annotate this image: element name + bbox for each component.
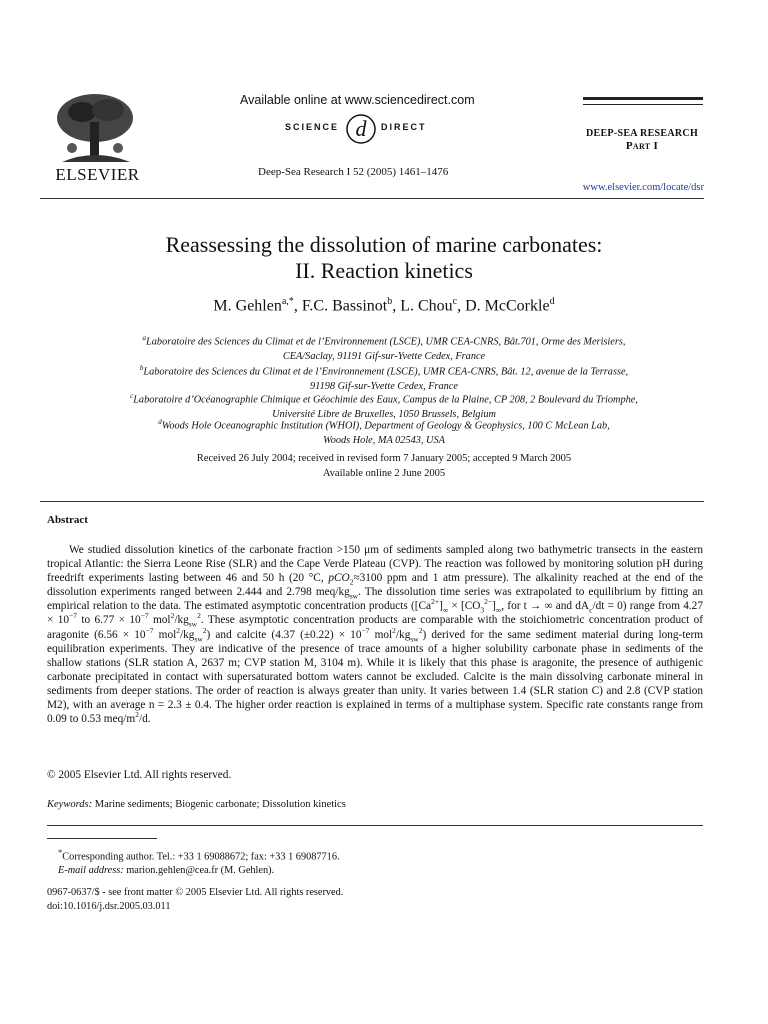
journal-rule-thin <box>583 104 703 105</box>
author-name: L. Chou <box>400 297 453 315</box>
affiliation-line: 91198 Gif-sur-Yvette Cedex, France <box>310 381 458 393</box>
affiliation-sup: d <box>158 418 162 426</box>
author-sup: c <box>452 296 458 307</box>
affiliation-sup: b <box>139 364 144 372</box>
email-label: E-mail address: <box>58 865 124 877</box>
journal-name: DEEP-SEA RESEARCH <box>585 128 699 139</box>
corresponding-author: Corresponding author. Tel.: +33 1 69088672; fax: +33 1 69087716. <box>62 851 340 863</box>
article-dates <box>40 451 728 481</box>
corresponding-author-note <box>58 845 340 878</box>
front-matter <box>47 886 343 914</box>
journal-url-link[interactable]: www.elsevier.com/locate/dsr <box>582 182 704 193</box>
author-name: F.C. Bassinot <box>301 297 388 315</box>
abstract-divider-top <box>40 501 704 502</box>
affiliation-line: Laboratoire des Sciences du Climat et de l’Environnement (LSCE), UMR CEA-CNRS, Bât. 12, avenue de la Terrasse, <box>143 366 629 378</box>
title-line-1: Reassessing the dissolution of marine carbonates: <box>165 232 603 257</box>
abstract-heading: Abstract <box>47 514 88 526</box>
abstract-copyright: © 2005 Elsevier Ltd. All rights reserved. <box>47 769 232 781</box>
svg-text:d: d <box>355 116 367 141</box>
journal-name-block <box>580 128 704 152</box>
author-sup: a,* <box>281 296 294 307</box>
article-title <box>40 232 728 284</box>
keywords-label: Keywords: <box>47 799 93 810</box>
publisher-name: ELSEVIER <box>55 165 140 184</box>
author-name: M. Gehlen <box>213 297 282 315</box>
affiliation-line: Laboratoire des Sciences du Climat et de l’Environnement (LSCE), UMR CEA-CNRS, Bât.701, Orme des Merisiers, <box>146 336 626 348</box>
keywords <box>47 799 346 810</box>
affiliation-line: Woods Hole, MA 02543, USA <box>323 435 445 447</box>
author-list: M. Gehlen$^{a,*}$, F.C. Bassinot$^b$, L. Chou$^c$, D. McCorkle$^d$ <box>213 296 555 315</box>
author-sup: d <box>549 296 555 307</box>
title-line-2: II. Reaction kinetics <box>295 258 473 283</box>
affiliation-line: CEA/Saclay, 91191 Gif-sur-Yvette Cedex, France <box>282 351 486 363</box>
sciencedirect-left: SCIENCE <box>285 122 340 132</box>
header-divider <box>40 198 704 199</box>
keywords-text: Marine sediments; Biogenic carbonate; Dissolution kinetics <box>92 799 346 810</box>
affiliation-sup: a <box>142 334 147 342</box>
affiliation-a <box>80 331 688 364</box>
affiliation-line: Laboratoire d’Océanographie Chimique et Géochimie des Eaux, Campus de la Plaine, CP 208, 2 Boulevard du Triomphe, <box>133 394 638 406</box>
affiliation-sup: c <box>130 392 134 400</box>
journal-reference: Deep-Sea Research I 52 (2005) 1461–1476 <box>258 166 449 178</box>
sciencedirect-logo <box>285 112 445 146</box>
abstract-divider-bottom <box>47 825 703 826</box>
received-dates: Received 26 July 2004; received in revised form 7 January 2005; accepted 9 March 2005 <box>196 453 572 464</box>
author-name: D. McCorkle <box>465 297 550 315</box>
affiliation-line: Woods Hole Oceanographic Institution (WHOI), Department of Geology & Geophysics, 100 C McLean Lab, <box>161 420 610 432</box>
email-address[interactable]: marion.gehlen@cea.fr (M. Gehlen). <box>123 865 275 877</box>
affiliation-d <box>80 415 688 448</box>
journal-part: Part I <box>625 140 659 152</box>
affiliation-line: Université Libre de Bruxelles, 1050 Brussels, Belgium <box>272 409 496 421</box>
available-online-date: Available online 2 June 2005 <box>322 468 446 479</box>
author-sup: b <box>387 296 393 307</box>
doi-line: doi:10.1016/j.dsr.2005.03.011 <box>47 901 171 912</box>
journal-rule-thick <box>583 97 703 100</box>
sciencedirect-d-icon <box>343 112 379 146</box>
abstract-text: We studied dissolution kinetics of the carbonate fraction >150 μm of sediments sampled along two bathymetric transects in the eastern tropical Atlantic: the Sierra Leone Rise (SLR) and the Cape Verde Plateau (CVP). The reaction was followed by monitoring solution pH during freedrift experiments lasting between 46 and 50 h (20 °C, pCO$_2$≈3100 ppm and 1 atm pressure). The alkalinity reached at the end of the dissolution experiments ranged between 2.444 and 2.798 meq/$kg_{sw}$. The dissolution time series was extrapolated to equilibrium by fitting an empirical relation to the data. The estimated asymptotic concentration products ($[Ca^{2+}]_\infty \times [CO_3^{2-}]_\infty$, for t → ∞ and $dA_c/dt = 0$) range from $4.27 \times 10^{-7}$ to $6.77 \times 10^{-7}$ $mol^2/kg_{sw}^2$. These asymptotic concentration products are comparable with the stoichiometric concentration product of aragonite ($6.56 \times 10^{-7}$ $mol^2/kg_{sw}^2$) and calcite (4.37 $(\pm 0.22) \times 10^{-7}$ $mol^2/kg_{sw}^2$) derived for the same sediment material during long-term equilibration experiments. They are indicative of the presence of trace amounts of a higher solubility carbonate phase in sediments of the shallow stations (SLR station A, 2637 m; CVP station M, 3104 m). While it is likely that this phase is aragonite, the presence of authigenic carbonate precipitated in contact with supersaturated bottom waters cannot be excluded. Calcite is the main dissolving carbonate mineral in sediments from deeper stations. The order of reaction is always greater than unity. It varies between 1.4 (SLR station C) and 2.8 (CVP station M2), with an average n = 2.3 ± 0.4. The higher order reaction is explained in terms of a multiphase system. Specific rate constants range from 0.09 to 0.53 meq/$m^2/d$. <box>47 544 704 726</box>
footnote-rule <box>47 838 157 839</box>
footnote-star: * <box>58 847 63 857</box>
sciencedirect-right: DIRECT <box>381 122 427 132</box>
issn-line: 0967-0637/$ - see front matter © 2005 Elsevier Ltd. All rights reserved. <box>47 887 344 898</box>
available-online-text: Available online at www.sciencedirect.com <box>240 93 475 107</box>
